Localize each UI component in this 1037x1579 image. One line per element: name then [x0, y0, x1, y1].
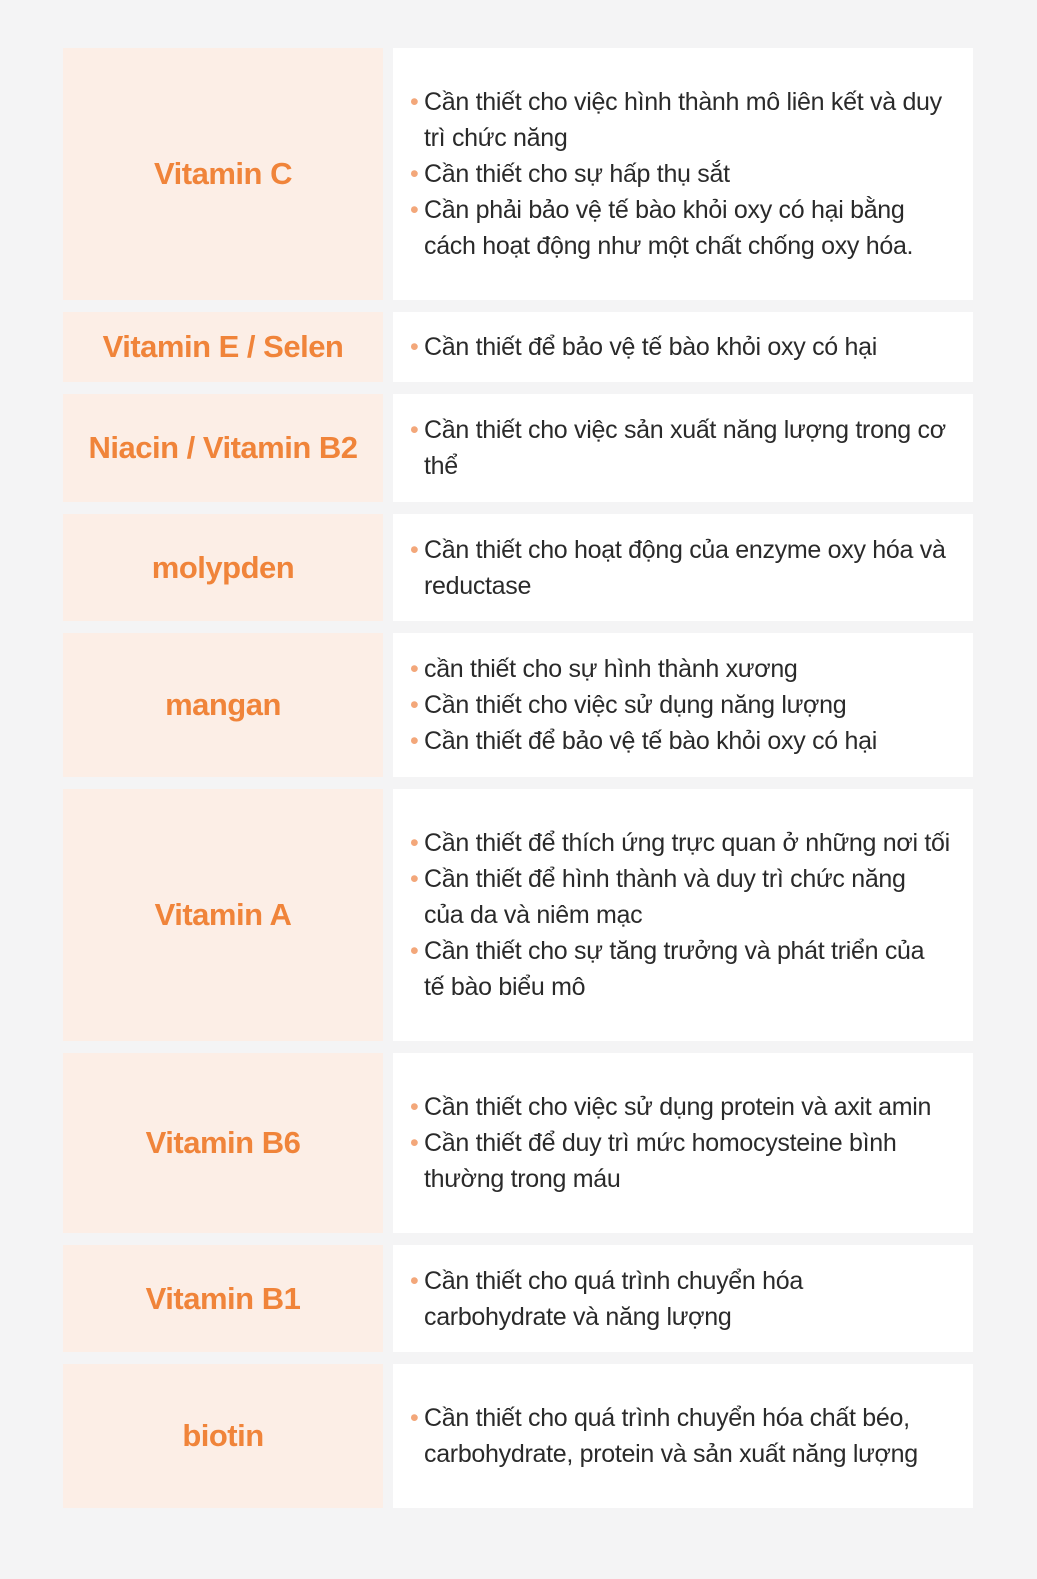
- bullet-icon: •: [410, 535, 419, 564]
- benefit-item: • Cần thiết cho việc sản xuất năng lượng trong cơ thể: [410, 412, 951, 484]
- benefit-list: [410, 651, 877, 759]
- benefit-item: • Cần thiết để hình thành và duy trì chức năng của da và niêm mạc: [410, 861, 951, 933]
- nutrient-row-vitamin-c: [63, 48, 973, 300]
- nutrient-description-cell: [393, 789, 973, 1041]
- nutrient-name-cell: [63, 633, 383, 777]
- nutrient-row-molypden: [63, 514, 973, 621]
- bullet-icon: •: [410, 727, 419, 755]
- nutrient-description-cell: [393, 1364, 973, 1508]
- nutrient-name: Vitamin B6: [145, 1125, 301, 1160]
- nutrient-name-cell: [63, 514, 383, 621]
- nutrient-name-cell: [63, 394, 383, 502]
- benefit-item: • Cần thiết cho việc hình thành mô liên kết và duy trì chức năng: [410, 84, 951, 156]
- nutrient-name-cell: [63, 48, 383, 300]
- nutrient-row-mangan: [63, 633, 973, 777]
- bullet-icon: •: [410, 829, 419, 857]
- benefit-list: [410, 1263, 951, 1335]
- nutrient-name: mangan: [165, 687, 281, 722]
- bullet-icon: •: [410, 160, 419, 188]
- bullet-icon: •: [410, 937, 419, 965]
- nutrient-description-cell: [393, 394, 973, 502]
- nutrient-name: Vitamin C: [154, 156, 292, 191]
- benefit-item: • Cần phải bảo vệ tế bào khỏi oxy có hại bằng cách hoạt động như một chất chống oxy hóa.: [410, 192, 951, 264]
- benefit-item: • Cần thiết cho quá trình chuyển hóa carbohydrate và năng lượng: [410, 1263, 951, 1335]
- nutrient-name: Vitamin A: [154, 897, 292, 932]
- bullet-icon: •: [410, 1129, 419, 1157]
- benefit-item: • cần thiết cho sự hình thành xương: [410, 651, 877, 687]
- bullet-icon: •: [410, 655, 419, 683]
- benefit-list: [410, 532, 951, 604]
- nutrient-name: Vitamin B1: [145, 1280, 301, 1316]
- nutrient-row-biotin: [63, 1364, 973, 1508]
- benefit-list: [410, 84, 951, 264]
- nutrient-name-cell: [63, 789, 383, 1041]
- benefit-item: • Cần thiết để bảo vệ tế bào khỏi oxy có hại: [410, 329, 877, 365]
- bullet-icon: •: [410, 865, 419, 893]
- bullet-icon: •: [410, 1093, 419, 1121]
- nutrient-name: molypden: [151, 549, 295, 585]
- benefit-list: [410, 825, 951, 1005]
- benefit-list: [410, 412, 951, 484]
- benefit-item: • Cần thiết cho sự tăng trưởng và phát triển của tế bào biểu mô: [410, 933, 951, 1005]
- bullet-icon: •: [410, 691, 419, 719]
- nutrient-description-cell: [393, 312, 973, 382]
- benefit-item: • Cần thiết cho việc sử dụng năng lượng: [410, 687, 877, 723]
- nutrient-row-vitamin-a: [63, 789, 973, 1041]
- benefit-list: [410, 1400, 951, 1472]
- nutrient-name-cell: [63, 312, 383, 382]
- benefit-item: • Cần thiết cho quá trình chuyển hóa chất béo, carbohydrate, protein và sản xuất năng lượng: [410, 1400, 951, 1472]
- benefit-item: • Cần thiết cho sự hấp thụ sắt: [410, 156, 951, 192]
- bullet-icon: •: [410, 196, 419, 224]
- nutrient-description-cell: [393, 1053, 973, 1233]
- benefit-item: • Cần thiết cho hoạt động của enzyme oxy hóa và reductase: [410, 532, 951, 604]
- bullet-icon: •: [410, 333, 419, 361]
- benefit-item: • Cần thiết để duy trì mức homocysteine bình thường trong máu: [410, 1125, 951, 1197]
- nutrient-description-cell: [393, 1245, 973, 1352]
- nutrient-row-niacin-vitamin-b2: [63, 394, 973, 502]
- nutrient-name-cell: [63, 1053, 383, 1233]
- nutrient-table: [63, 48, 973, 1520]
- benefit-item: • Cần thiết để bảo vệ tế bào khỏi oxy có hại: [410, 723, 877, 759]
- nutrient-description-cell: [393, 48, 973, 300]
- nutrient-name: biotin: [182, 1418, 264, 1453]
- nutrient-description-cell: [393, 514, 973, 621]
- benefit-item: • Cần thiết để thích ứng trực quan ở những nơi tối: [410, 825, 951, 861]
- benefit-list: [410, 1089, 951, 1197]
- nutrient-name: Vitamin E / Selen: [102, 329, 344, 364]
- nutrient-description-cell: [393, 633, 973, 777]
- benefit-item: • Cần thiết cho việc sử dụng protein và axit amin: [410, 1089, 951, 1125]
- bullet-icon: •: [410, 1404, 419, 1432]
- nutrient-row-vitamin-b1: [63, 1245, 973, 1352]
- bullet-icon: •: [410, 88, 419, 116]
- bullet-icon: •: [410, 416, 419, 444]
- nutrient-name: Niacin / Vitamin B2: [88, 430, 358, 465]
- nutrient-row-vitamin-b6: [63, 1053, 973, 1233]
- nutrient-name-cell: [63, 1245, 383, 1352]
- nutrient-name-cell: [63, 1364, 383, 1508]
- benefit-list: [410, 329, 877, 365]
- nutrient-row-vitamin-e-selen: [63, 312, 973, 382]
- bullet-icon: •: [410, 1266, 419, 1295]
